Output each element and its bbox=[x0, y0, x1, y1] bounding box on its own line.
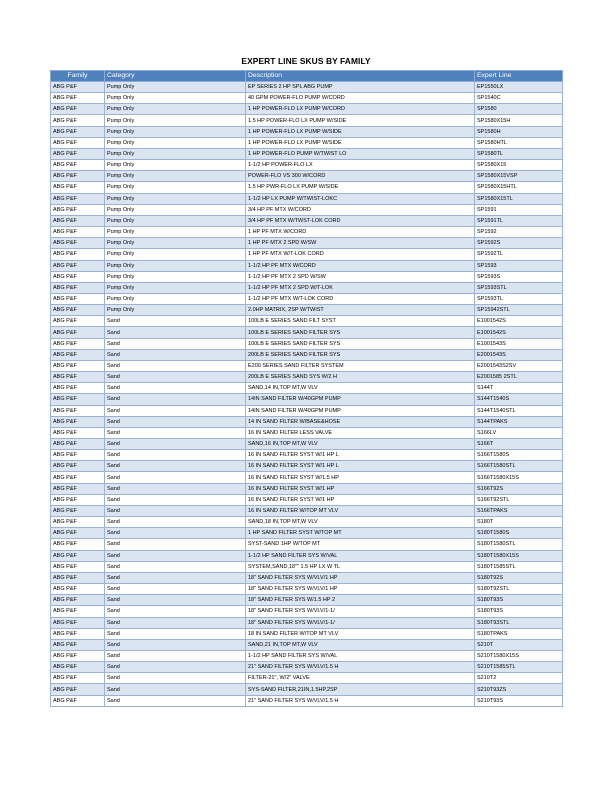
cell-family: ABG P&F bbox=[51, 606, 105, 617]
cell-description: 1 HP PF MTX 2 SPD W/SW bbox=[246, 238, 475, 249]
cell-family: ABG P&F bbox=[51, 338, 105, 349]
table-row bbox=[51, 282, 563, 293]
table-row bbox=[51, 115, 563, 126]
cell-expert-line: SP1580TL bbox=[475, 148, 563, 159]
cell-family: ABG P&F bbox=[51, 271, 105, 282]
cell-category: Sand bbox=[105, 584, 246, 595]
cell-family: ABG P&F bbox=[51, 684, 105, 695]
cell-expert-line: S166T1580STL bbox=[475, 461, 563, 472]
cell-expert-line: SP1580H bbox=[475, 126, 563, 137]
table-row bbox=[51, 528, 563, 539]
table-row bbox=[51, 662, 563, 673]
cell-expert-line: S210T1580X15S bbox=[475, 650, 563, 661]
sku-table bbox=[50, 70, 563, 707]
table-row bbox=[51, 628, 563, 639]
table-row bbox=[51, 305, 563, 316]
cell-description: 200LB E SERIES SAND SYS W/2 H bbox=[246, 372, 475, 383]
table-row bbox=[51, 439, 563, 450]
cell-description: 1.5 HP POWER-FLO LX PUMP W/SIDE bbox=[246, 115, 475, 126]
cell-expert-line: S180T93S bbox=[475, 595, 563, 606]
table-row bbox=[51, 416, 563, 427]
table-row bbox=[51, 137, 563, 148]
cell-category: Pump Only bbox=[105, 293, 246, 304]
cell-family: ABG P&F bbox=[51, 82, 105, 93]
cell-family: ABG P&F bbox=[51, 160, 105, 171]
cell-family: ABG P&F bbox=[51, 439, 105, 450]
cell-description: E200 SERIES SAND FILTER SYSTEM bbox=[246, 360, 475, 371]
cell-expert-line: S210T93S bbox=[475, 695, 563, 706]
cell-family: ABG P&F bbox=[51, 115, 105, 126]
cell-category: Sand bbox=[105, 383, 246, 394]
cell-category: Sand bbox=[105, 439, 246, 450]
cell-description: 100LB E SERIES SAND FILTER SYS bbox=[246, 338, 475, 349]
cell-description: SAND,16 IN,TOP MT,W VLV bbox=[246, 439, 475, 450]
cell-family: ABG P&F bbox=[51, 550, 105, 561]
cell-family: ABG P&F bbox=[51, 394, 105, 405]
cell-expert-line: S144TPAKS bbox=[475, 416, 563, 427]
cell-description: 200LB E SERIES SAND FILTER SYS bbox=[246, 349, 475, 360]
cell-description: 18" SAND FILTER SYS W/VLV/1 HP bbox=[246, 572, 475, 583]
cell-description: 18" SAND FILTER SYS W/VLV/1-1/ bbox=[246, 606, 475, 617]
table-row bbox=[51, 650, 563, 661]
cell-category: Pump Only bbox=[105, 82, 246, 93]
table-row bbox=[51, 539, 563, 550]
cell-family: ABG P&F bbox=[51, 372, 105, 383]
cell-expert-line: S166T1580S bbox=[475, 450, 563, 461]
header-description: Description bbox=[246, 71, 475, 82]
cell-expert-line: S210T1585STL bbox=[475, 662, 563, 673]
cell-expert-line: S180T92S bbox=[475, 572, 563, 583]
cell-family: ABG P&F bbox=[51, 215, 105, 226]
cell-category: Pump Only bbox=[105, 104, 246, 115]
table-row bbox=[51, 394, 563, 405]
cell-category: Sand bbox=[105, 472, 246, 483]
cell-category: Pump Only bbox=[105, 305, 246, 316]
cell-description: 1-1/2 HP SAND FILTER SYS W/VAL bbox=[246, 650, 475, 661]
cell-expert-line: S180T93S bbox=[475, 606, 563, 617]
cell-family: ABG P&F bbox=[51, 316, 105, 327]
cell-description: 1-1/2 HP PF MTX 2 SPD W/SW bbox=[246, 271, 475, 282]
cell-expert-line: SP1580X15 bbox=[475, 160, 563, 171]
cell-expert-line: EP1550LX bbox=[475, 82, 563, 93]
cell-description: 16 IN SAND FILTER SYST W/1.5 HP bbox=[246, 472, 475, 483]
cell-description: 1-1/2 HP SAND FILTER SYS W/VAL bbox=[246, 550, 475, 561]
cell-category: Pump Only bbox=[105, 282, 246, 293]
cell-category: Pump Only bbox=[105, 215, 246, 226]
cell-expert-line: SP1593S bbox=[475, 271, 563, 282]
cell-description: 1 HP POWER-FLO LX PUMP W/SIDE bbox=[246, 137, 475, 148]
header-expert-line: Expert Line bbox=[475, 71, 563, 82]
cell-expert-line: S166T bbox=[475, 439, 563, 450]
cell-category: Sand bbox=[105, 528, 246, 539]
cell-family: ABG P&F bbox=[51, 227, 105, 238]
cell-family: ABG P&F bbox=[51, 260, 105, 271]
cell-description: 100LB E SERIES SAND FILTER SYS bbox=[246, 327, 475, 338]
table-row bbox=[51, 349, 563, 360]
cell-description: 14IN SAND FILTER W/40GPM PUMP bbox=[246, 394, 475, 405]
table-row bbox=[51, 572, 563, 583]
cell-category: Sand bbox=[105, 483, 246, 494]
cell-category: Sand bbox=[105, 461, 246, 472]
cell-family: ABG P&F bbox=[51, 494, 105, 505]
cell-family: ABG P&F bbox=[51, 360, 105, 371]
cell-family: ABG P&F bbox=[51, 450, 105, 461]
cell-family: ABG P&F bbox=[51, 349, 105, 360]
cell-description: 18 IN SAND FILTER W/TOP MT VLV bbox=[246, 628, 475, 639]
cell-category: Sand bbox=[105, 673, 246, 684]
cell-family: ABG P&F bbox=[51, 293, 105, 304]
cell-category: Pump Only bbox=[105, 182, 246, 193]
cell-family: ABG P&F bbox=[51, 595, 105, 606]
cell-family: ABG P&F bbox=[51, 93, 105, 104]
cell-expert-line: SP1592TL bbox=[475, 249, 563, 260]
cell-expert-line: S210T2 bbox=[475, 673, 563, 684]
cell-expert-line: SP15942STL bbox=[475, 305, 563, 316]
cell-category: Sand bbox=[105, 517, 246, 528]
table-row bbox=[51, 93, 563, 104]
cell-description: SAND,18 IN,TOP MT,W VLV bbox=[246, 517, 475, 528]
cell-description: 16 IN SAND FILTER SYST W/1 HP bbox=[246, 483, 475, 494]
cell-expert-line: S166T1580X15S bbox=[475, 472, 563, 483]
cell-description: 40 GPM POWER-FLO PUMP W/CORD bbox=[246, 93, 475, 104]
table-header-row bbox=[51, 71, 563, 82]
cell-expert-line: SP1592S bbox=[475, 238, 563, 249]
cell-family: ABG P&F bbox=[51, 617, 105, 628]
cell-category: Sand bbox=[105, 494, 246, 505]
cell-category: Sand bbox=[105, 349, 246, 360]
cell-expert-line: E2001543S bbox=[475, 349, 563, 360]
cell-family: ABG P&F bbox=[51, 416, 105, 427]
cell-description: 18" SAND FILTER SYS W/VLV/1-1/ bbox=[246, 617, 475, 628]
cell-category: Pump Only bbox=[105, 260, 246, 271]
cell-description: 1-1/2 HP POWER-FLO LX bbox=[246, 160, 475, 171]
table-row bbox=[51, 126, 563, 137]
cell-category: Sand bbox=[105, 338, 246, 349]
cell-description: 1 HP SAND FILTER SYST W/TOP MT bbox=[246, 528, 475, 539]
cell-family: ABG P&F bbox=[51, 137, 105, 148]
table-row bbox=[51, 684, 563, 695]
cell-expert-line: SP1591TL bbox=[475, 215, 563, 226]
cell-expert-line: E1001542S bbox=[475, 316, 563, 327]
cell-family: ABG P&F bbox=[51, 528, 105, 539]
table-row bbox=[51, 405, 563, 416]
cell-expert-line: SP1580X15TL bbox=[475, 193, 563, 204]
cell-expert-line: S210T bbox=[475, 639, 563, 650]
cell-category: Pump Only bbox=[105, 193, 246, 204]
cell-category: Pump Only bbox=[105, 238, 246, 249]
table-row bbox=[51, 271, 563, 282]
table-row bbox=[51, 472, 563, 483]
cell-category: Pump Only bbox=[105, 249, 246, 260]
table-row bbox=[51, 595, 563, 606]
cell-description: 16 IN SAND FILTER SYST W/1 HP L bbox=[246, 461, 475, 472]
cell-category: Pump Only bbox=[105, 204, 246, 215]
cell-category: Sand bbox=[105, 360, 246, 371]
cell-family: ABG P&F bbox=[51, 249, 105, 260]
cell-expert-line: S180TPAKS bbox=[475, 628, 563, 639]
table-row bbox=[51, 160, 563, 171]
cell-description: 1.5 HP PWR-FLO LX PUMP W/SIDE bbox=[246, 182, 475, 193]
table-row bbox=[51, 606, 563, 617]
table-row bbox=[51, 215, 563, 226]
cell-family: ABG P&F bbox=[51, 650, 105, 661]
table-row bbox=[51, 82, 563, 93]
cell-expert-line: S180T1585STL bbox=[475, 561, 563, 572]
cell-category: Sand bbox=[105, 695, 246, 706]
cell-category: Sand bbox=[105, 561, 246, 572]
cell-category: Pump Only bbox=[105, 115, 246, 126]
cell-description: FILTER-21", W/2" VALVE bbox=[246, 673, 475, 684]
cell-category: Sand bbox=[105, 450, 246, 461]
cell-family: ABG P&F bbox=[51, 584, 105, 595]
cell-description: 1-1/2 HP PF MTX W/T-LOK CORD bbox=[246, 293, 475, 304]
cell-expert-line: S166T92STL bbox=[475, 494, 563, 505]
cell-description: SYS-SAND FILTER,21IN,1.5HP,2SP bbox=[246, 684, 475, 695]
table-row bbox=[51, 104, 563, 115]
table-row bbox=[51, 494, 563, 505]
cell-expert-line: S144T1540STL bbox=[475, 405, 563, 416]
cell-family: ABG P&F bbox=[51, 171, 105, 182]
cell-category: Sand bbox=[105, 617, 246, 628]
table-row bbox=[51, 617, 563, 628]
cell-category: Sand bbox=[105, 628, 246, 639]
table-row bbox=[51, 517, 563, 528]
cell-category: Sand bbox=[105, 595, 246, 606]
cell-category: Sand bbox=[105, 394, 246, 405]
cell-expert-line: S180T bbox=[475, 517, 563, 528]
cell-expert-line: E2001543S2SV bbox=[475, 360, 563, 371]
cell-description: 1 HP POWER-FLO LX PUMP W/CORD bbox=[246, 104, 475, 115]
cell-description: 18" SAND FILTER SYS W/1.5 HP 2 bbox=[246, 595, 475, 606]
table-row bbox=[51, 327, 563, 338]
table-row bbox=[51, 249, 563, 260]
cell-category: Pump Only bbox=[105, 271, 246, 282]
cell-category: Sand bbox=[105, 416, 246, 427]
cell-category: Sand bbox=[105, 639, 246, 650]
cell-expert-line: SP1593 bbox=[475, 260, 563, 271]
table-row bbox=[51, 316, 563, 327]
cell-expert-line: SP1580X15H bbox=[475, 115, 563, 126]
table-row bbox=[51, 695, 563, 706]
cell-description: 1 HP POWER-FLO LX PUMP W/SIDE bbox=[246, 126, 475, 137]
cell-category: Pump Only bbox=[105, 126, 246, 137]
table-row bbox=[51, 338, 563, 349]
cell-family: ABG P&F bbox=[51, 483, 105, 494]
table-row bbox=[51, 360, 563, 371]
cell-description: 14 IN SAND FILTER W/BASE&HOSE bbox=[246, 416, 475, 427]
cell-description: 16 IN SAND FILTER SYST W/1 HP bbox=[246, 494, 475, 505]
cell-description: 1-1/2 HP LX PUMP W/TWIST-LOKC bbox=[246, 193, 475, 204]
cell-category: Sand bbox=[105, 550, 246, 561]
cell-description: 2.0HP MATRIX, 2SP W/TWIST bbox=[246, 305, 475, 316]
cell-expert-line: S180T1580STL bbox=[475, 539, 563, 550]
cell-category: Sand bbox=[105, 316, 246, 327]
cell-family: ABG P&F bbox=[51, 461, 105, 472]
cell-expert-line: E1001542S bbox=[475, 327, 563, 338]
table-row bbox=[51, 260, 563, 271]
cell-family: ABG P&F bbox=[51, 305, 105, 316]
cell-family: ABG P&F bbox=[51, 695, 105, 706]
cell-description: 14IN SAND FILTER W/40GPM PUMP bbox=[246, 405, 475, 416]
cell-family: ABG P&F bbox=[51, 561, 105, 572]
cell-category: Pump Only bbox=[105, 160, 246, 171]
cell-expert-line: SP1580HTL bbox=[475, 137, 563, 148]
cell-description: SAND,21 IN,TOP MT,W VLV bbox=[246, 639, 475, 650]
cell-expert-line: S180T1580S bbox=[475, 528, 563, 539]
table-row bbox=[51, 171, 563, 182]
cell-description: 16 IN SAND FILTER LESS VALVE bbox=[246, 427, 475, 438]
table-row bbox=[51, 372, 563, 383]
cell-expert-line: S180T93STL bbox=[475, 617, 563, 628]
cell-category: Pump Only bbox=[105, 171, 246, 182]
cell-family: ABG P&F bbox=[51, 182, 105, 193]
table-row bbox=[51, 584, 563, 595]
cell-description: 1 HP POWER-FLO PUMP W/TWIST LO bbox=[246, 148, 475, 159]
cell-category: Pump Only bbox=[105, 227, 246, 238]
cell-family: ABG P&F bbox=[51, 204, 105, 215]
cell-family: ABG P&F bbox=[51, 327, 105, 338]
cell-family: ABG P&F bbox=[51, 539, 105, 550]
table-row bbox=[51, 293, 563, 304]
cell-expert-line: SP1540C bbox=[475, 93, 563, 104]
table-row bbox=[51, 450, 563, 461]
cell-description: SAND,14 IN,TOP MT,W VLV bbox=[246, 383, 475, 394]
cell-family: ABG P&F bbox=[51, 405, 105, 416]
cell-category: Sand bbox=[105, 662, 246, 673]
table-row bbox=[51, 204, 563, 215]
cell-description: 3/4 HP PF MTX W/CORD bbox=[246, 204, 475, 215]
table-body bbox=[51, 82, 563, 707]
cell-expert-line: S180T92STL bbox=[475, 584, 563, 595]
cell-family: ABG P&F bbox=[51, 673, 105, 684]
cell-family: ABG P&F bbox=[51, 572, 105, 583]
cell-family: ABG P&F bbox=[51, 383, 105, 394]
cell-expert-line: SP1593STL bbox=[475, 282, 563, 293]
cell-description: EP SERIES 2 HP SPL ABG PUMP bbox=[246, 82, 475, 93]
cell-description: 3/4 HP PF MTX W/TWST-LOK CORD bbox=[246, 215, 475, 226]
cell-description: 18" SAND FILTER SYS W/VLV/1 HP bbox=[246, 584, 475, 595]
table-row bbox=[51, 550, 563, 561]
cell-description: 21" SAND FILTER SYS W/VLV/1.5 H bbox=[246, 662, 475, 673]
cell-family: ABG P&F bbox=[51, 628, 105, 639]
cell-description: 1-1/2 HP PF MTX W/CORD bbox=[246, 260, 475, 271]
cell-family: ABG P&F bbox=[51, 148, 105, 159]
cell-expert-line: S166TPAKS bbox=[475, 505, 563, 516]
cell-family: ABG P&F bbox=[51, 193, 105, 204]
table-row bbox=[51, 561, 563, 572]
table-row bbox=[51, 639, 563, 650]
table-row bbox=[51, 383, 563, 394]
cell-category: Sand bbox=[105, 405, 246, 416]
table-row bbox=[51, 238, 563, 249]
cell-description: POWER-FLO VS 300 W/CORD bbox=[246, 171, 475, 182]
cell-description: 1 HP PF MTX W/T-LOK CORD bbox=[246, 249, 475, 260]
cell-category: Sand bbox=[105, 606, 246, 617]
cell-description: 16 IN SAND FILTER SYST W/1 HP L bbox=[246, 450, 475, 461]
cell-description: 100LB E SERIES SAND FILT SYST bbox=[246, 316, 475, 327]
cell-category: Sand bbox=[105, 539, 246, 550]
cell-category: Pump Only bbox=[105, 93, 246, 104]
table-row bbox=[51, 182, 563, 193]
cell-expert-line: SP1580X15HTL bbox=[475, 182, 563, 193]
table-row bbox=[51, 148, 563, 159]
cell-expert-line: SP1593TL bbox=[475, 293, 563, 304]
header-category: Category bbox=[105, 71, 246, 82]
cell-expert-line: S180T1580X15S bbox=[475, 550, 563, 561]
cell-expert-line: SP1580 bbox=[475, 104, 563, 115]
cell-family: ABG P&F bbox=[51, 472, 105, 483]
cell-category: Sand bbox=[105, 427, 246, 438]
cell-description: 16 IN SAND FILTER W/TOP MT VLV bbox=[246, 505, 475, 516]
cell-family: ABG P&F bbox=[51, 662, 105, 673]
cell-category: Pump Only bbox=[105, 137, 246, 148]
cell-family: ABG P&F bbox=[51, 427, 105, 438]
table-row bbox=[51, 505, 563, 516]
cell-category: Sand bbox=[105, 327, 246, 338]
cell-family: ABG P&F bbox=[51, 126, 105, 137]
cell-description: 1 HP PF MTX W/CORD bbox=[246, 227, 475, 238]
cell-category: Sand bbox=[105, 372, 246, 383]
cell-expert-line: S144T1540S bbox=[475, 394, 563, 405]
header-family: Family bbox=[51, 71, 105, 82]
cell-category: Sand bbox=[105, 650, 246, 661]
cell-expert-line: S210T93ZS bbox=[475, 684, 563, 695]
cell-expert-line: S166T92S bbox=[475, 483, 563, 494]
cell-family: ABG P&F bbox=[51, 517, 105, 528]
cell-family: ABG P&F bbox=[51, 104, 105, 115]
table-row bbox=[51, 227, 563, 238]
page-title: EXPERT LINE SKUS BY FAMILY bbox=[241, 56, 371, 66]
cell-expert-line: SP1592 bbox=[475, 227, 563, 238]
table-row bbox=[51, 483, 563, 494]
cell-expert-line: E2001585 2STL bbox=[475, 372, 563, 383]
cell-expert-line: SP1580X15VSP bbox=[475, 171, 563, 182]
cell-expert-line: SP1591 bbox=[475, 204, 563, 215]
cell-description: 21" SAND FILTER SYS W/VLV/1.5 H bbox=[246, 695, 475, 706]
cell-family: ABG P&F bbox=[51, 282, 105, 293]
cell-family: ABG P&F bbox=[51, 639, 105, 650]
cell-description: 1-1/2 HP PF MTX 2 SPD W/T-LOK bbox=[246, 282, 475, 293]
cell-category: Sand bbox=[105, 572, 246, 583]
cell-description: SYSTEM,SAND,18"" 1.5 HP LX W TL bbox=[246, 561, 475, 572]
cell-expert-line: S144T bbox=[475, 383, 563, 394]
cell-expert-line: S166LV bbox=[475, 427, 563, 438]
cell-description: SYST-SAND 1HP W/TOP MT bbox=[246, 539, 475, 550]
cell-family: ABG P&F bbox=[51, 238, 105, 249]
table-row bbox=[51, 673, 563, 684]
table-row bbox=[51, 427, 563, 438]
table-row bbox=[51, 193, 563, 204]
cell-family: ABG P&F bbox=[51, 505, 105, 516]
cell-category: Sand bbox=[105, 684, 246, 695]
cell-category: Pump Only bbox=[105, 148, 246, 159]
cell-expert-line: E1001543S bbox=[475, 338, 563, 349]
table-row bbox=[51, 461, 563, 472]
cell-category: Sand bbox=[105, 505, 246, 516]
